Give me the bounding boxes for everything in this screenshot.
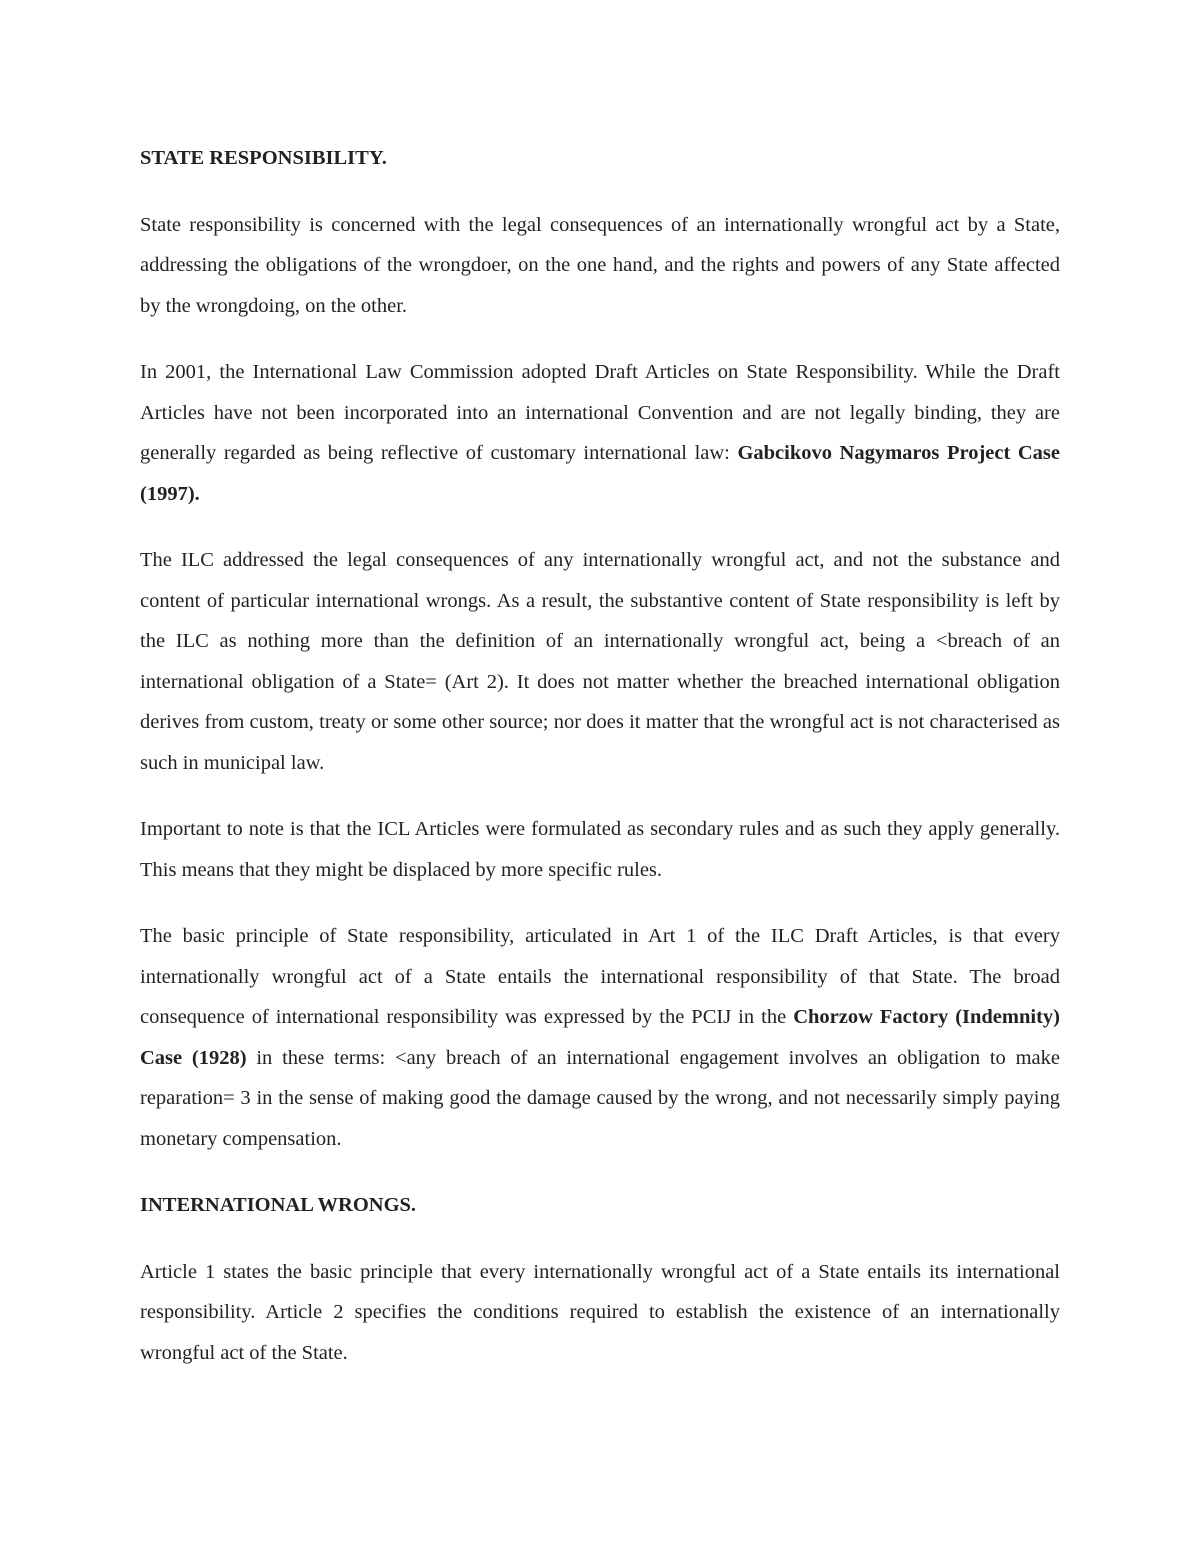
heading-international-wrongs: INTERNATIONAL WRONGS.	[140, 1194, 417, 1216]
paragraph-secondary-rules: Important to note is that the ICL Articles were formulated as secondary rules and as such they apply generally. This means that they might be displaced by more specific rules.	[140, 818, 1060, 881]
case-citation-gabcikovo: Gabcikovo Nagymaros Project Case (1997).	[140, 442, 1060, 505]
paragraph-definition: State responsibility is concerned with the legal consequences of an internationally wrongful act by a State, addressing the obligations of the wrongdoer, on the one hand, and the rights and powers of any State affected by the wrongdoing, on the other.	[140, 213, 1060, 317]
paragraph-text: In 2001, the International Law Commission adopted Draft Articles on State Responsibility. While the Draft Articles have not been incorporated into an international Convention and are not legally binding, they are generally regarded as being reflective of customary international law:	[140, 361, 1060, 464]
document-page	[140, 138, 1060, 1399]
paragraph-legal-consequences: The ILC addressed the legal consequences of any internationally wrongful act, and not the substance and content of particular international wrongs. As a result, the substantive content of State responsibility is left by the ILC as nothing more than the definition of an internationally wrongful act, being a <breach of an international obligation of a State= (Art 2). It does not matter whether the breached international obligation derives from custom, treaty or some other source; nor does it matter that the wrongful act is not characterised as such in municipal law.	[140, 549, 1060, 774]
paragraph-ilc-draft-articles	[140, 352, 1060, 514]
paragraph-text: in these terms: <any breach of an international engagement involves an obligation to make reparation= 3 in the sense of making good the damage caused by the wrong, and not necessarily simply paying monetary compensation.	[140, 1046, 1060, 1150]
heading-state-responsibility: STATE RESPONSIBILITY.	[140, 147, 387, 169]
paragraph-text: The basic principle of State responsibility, articulated in Art 1 of the ILC Draft Articles, is that every internationally wrongful act of a State entails the international responsibility of that State. The broad consequence of international responsibility was expressed by the PCIJ in the	[140, 925, 1060, 1028]
paragraph-articles-1-2: Article 1 states the basic principle that every internationally wrongful act of a State entails its international responsibility. Article 2 specifies the conditions required to establish the existence of an internationally wrongful act of the State.	[140, 1260, 1060, 1364]
paragraph-basic-principle	[140, 916, 1060, 1159]
case-citation-chorzow: Chorzow Factory (Indemnity) Case (1928)	[140, 1006, 1060, 1069]
